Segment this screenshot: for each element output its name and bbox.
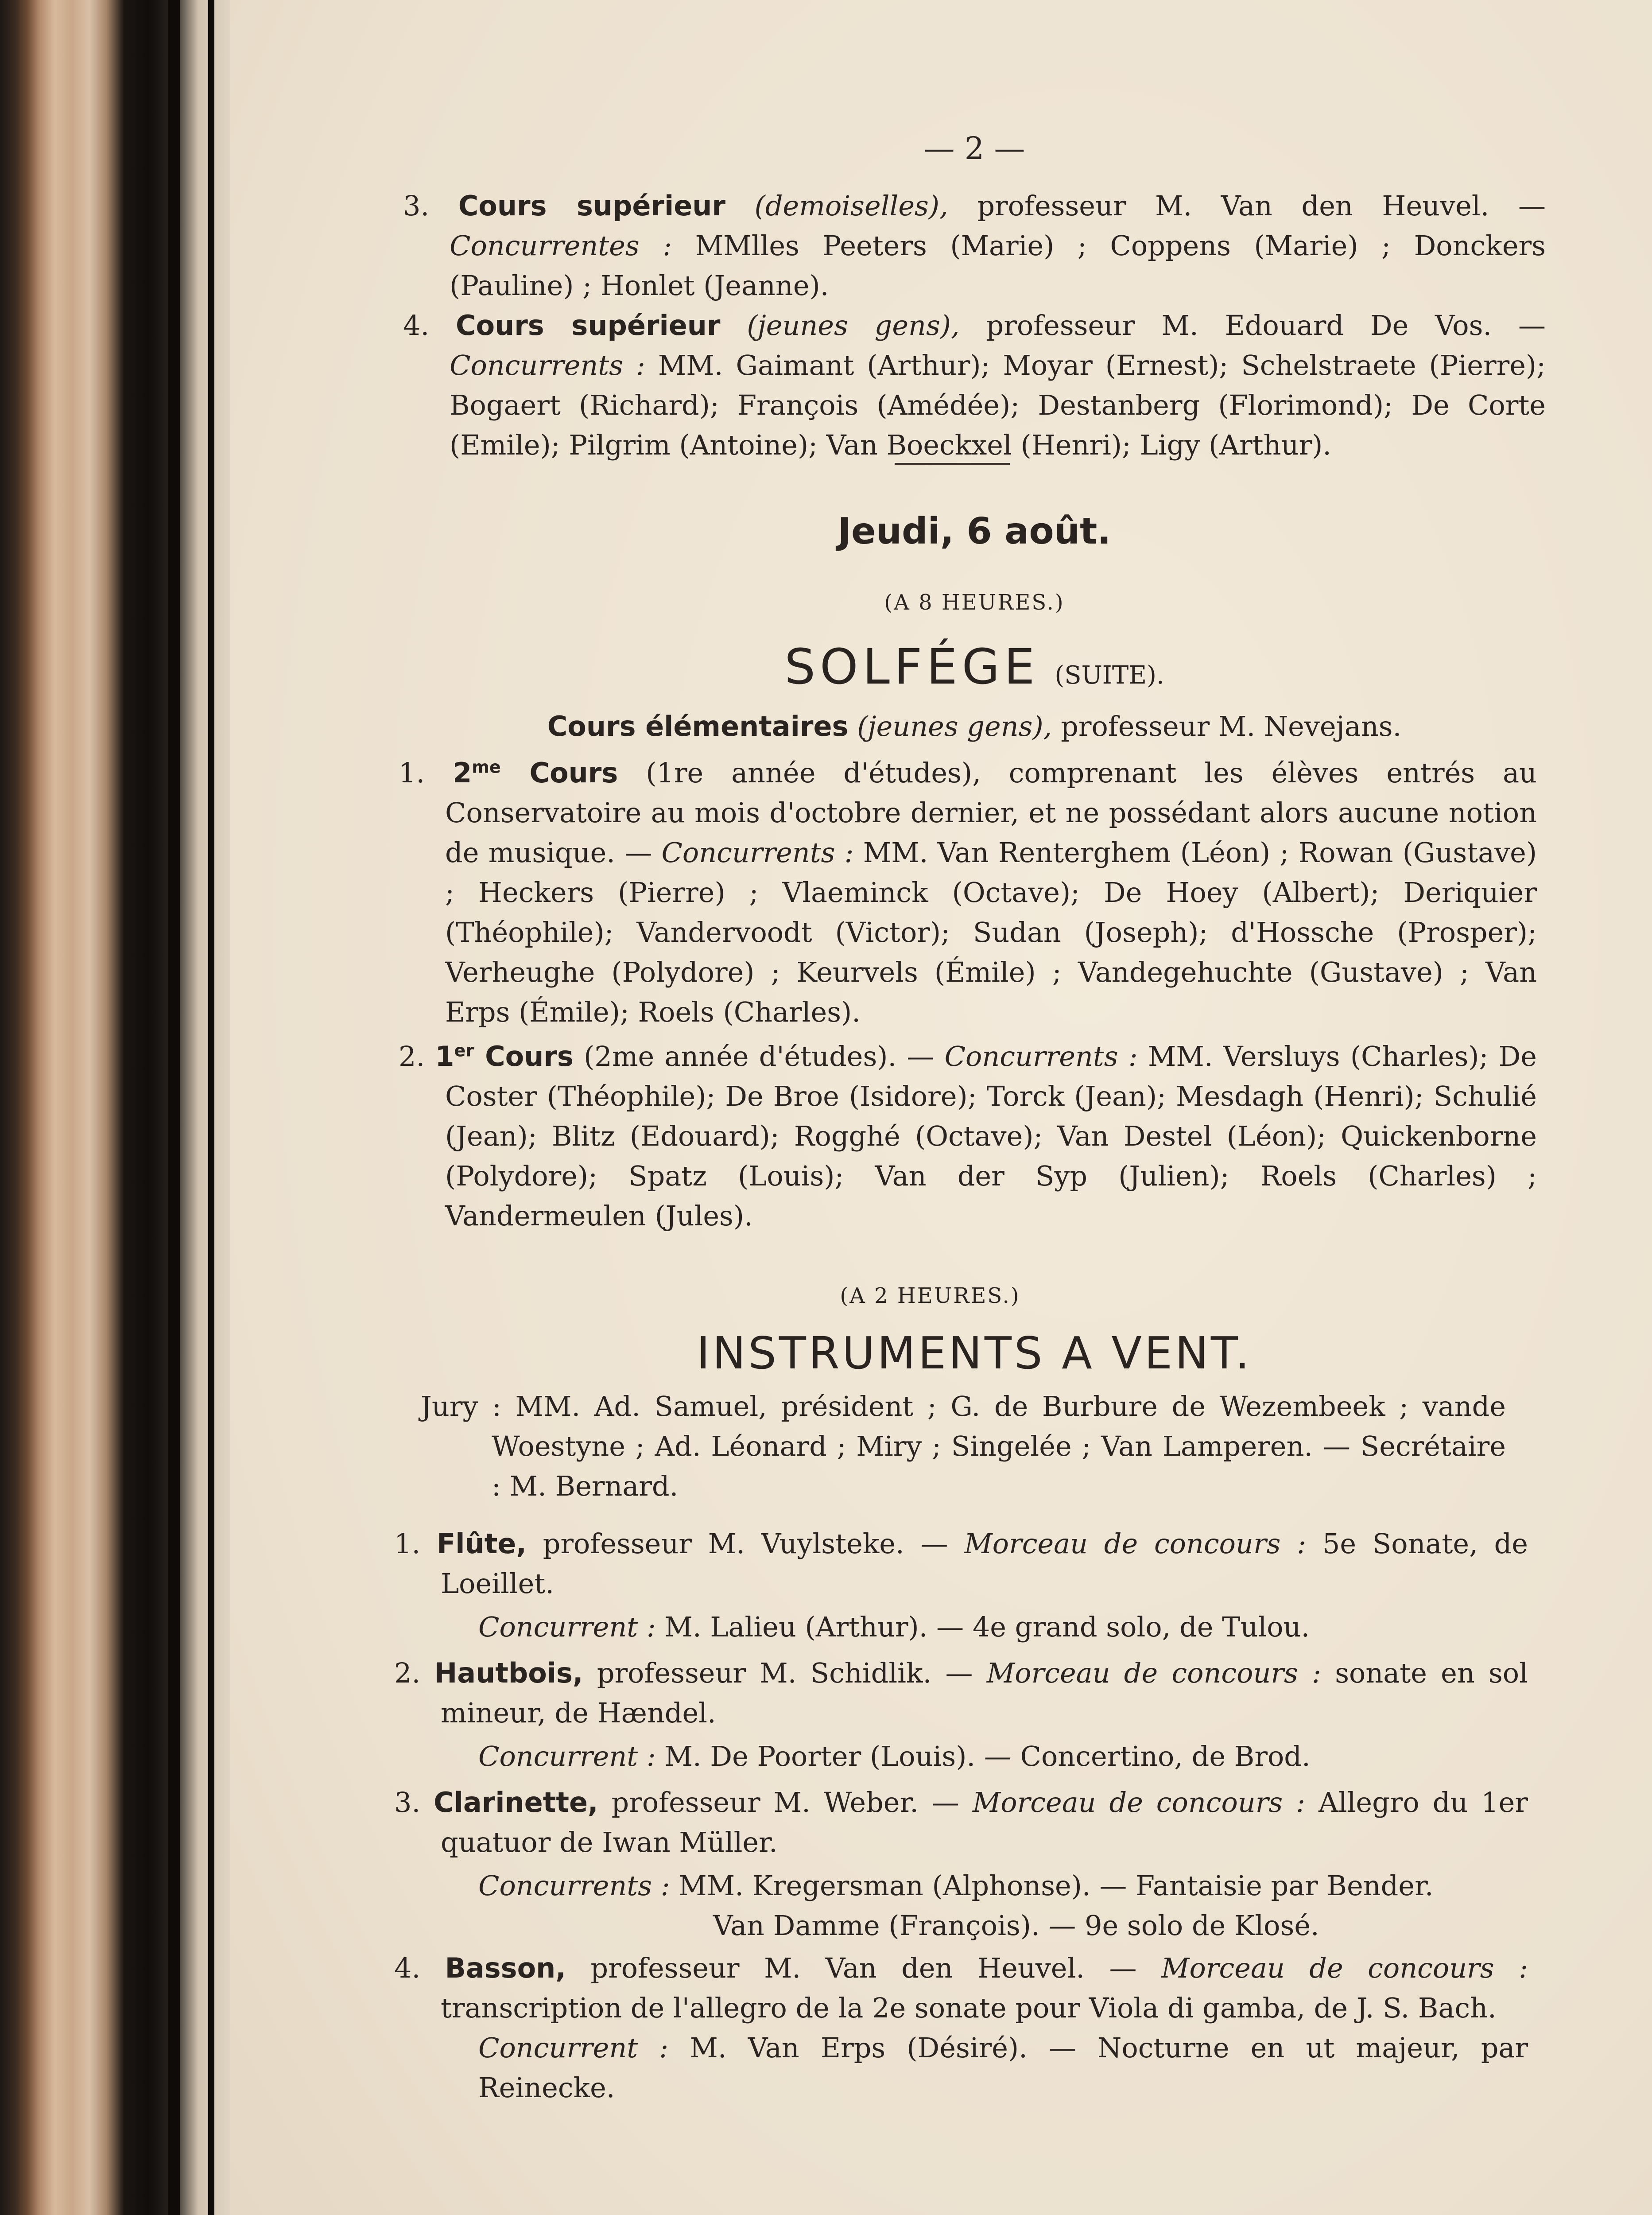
item-paren: (demoiselles), xyxy=(754,190,948,222)
page-number: — 2 — xyxy=(923,130,1025,167)
date-heading: Jeudi, 6 août. xyxy=(838,510,1111,552)
competitor-line xyxy=(394,1866,1528,1906)
list-item xyxy=(394,1948,1528,2028)
item-label: Morceau de concours : xyxy=(964,1527,1307,1560)
item-number: 3. xyxy=(403,190,430,222)
item-names: MM. Gaimant (Arthur); Moyar (Ernest); Schelstraete (Pierre); Bogaert (Richard); François (Amédée); Destanberg (Florimond); De Corte (Emile); Pilgrim (Antoine); Van Boeckxel (Henri); Ligy (Arthur). xyxy=(450,349,1546,461)
item-label: Concurrentes : xyxy=(450,229,672,262)
section-title: SOLFÉGE xyxy=(784,638,1039,695)
item-ordinal: 1 xyxy=(435,1040,454,1073)
item-piece: sonate en sol mineur, de Hændel. xyxy=(441,1657,1528,1729)
item-piece: 5e Sonate, de Loeillet. xyxy=(441,1527,1528,1600)
divider xyxy=(895,463,1010,465)
list-item xyxy=(394,1524,1528,1604)
section-suffix: (SUITE). xyxy=(1055,661,1164,690)
item-title: Basson, xyxy=(445,1952,566,1984)
competitor-entry: M. Van Erps (Désiré). — Nocturne en ut majeur, par Reinecke. xyxy=(478,2032,1528,2104)
list-item xyxy=(399,753,1537,1032)
item-title: Cours supérieur xyxy=(458,190,726,222)
section-title xyxy=(487,1325,1462,1382)
competitor-line xyxy=(394,1906,1528,1946)
time-label: (A 8 HEURES.) xyxy=(884,590,1065,615)
item-label: Concurrents : xyxy=(661,836,854,869)
competitor-line xyxy=(394,2028,1528,2108)
list-item xyxy=(399,1037,1537,1236)
binding-shadow xyxy=(168,0,180,2215)
wind-items xyxy=(394,1524,1528,2108)
item-piece: Allegro du 1er quatuor de Iwan Müller. xyxy=(441,1786,1528,1858)
item-label: Morceau de concours : xyxy=(1161,1952,1528,1984)
competitor-label: Concurrent : xyxy=(478,1740,656,1772)
solfege-items xyxy=(399,753,1537,1236)
section-title-text: INSTRUMENTS A VENT. xyxy=(697,1327,1252,1379)
subheading-text: professeur M. Nevejans. xyxy=(1061,710,1402,742)
competitor-line xyxy=(394,1607,1528,1647)
item-piece: transcription de l'allegro de la 2e sonate pour Viola di gamba, de J. S. Bach. xyxy=(441,1992,1497,2024)
competitor-label: Concurrent : xyxy=(478,1611,656,1643)
item-label: Concurrents : xyxy=(944,1040,1138,1073)
item-title: Cours xyxy=(529,757,618,789)
item-label: Concurrents : xyxy=(450,349,645,381)
item-ordinal-suffix: me xyxy=(472,757,501,777)
jury-text: Jury : MM. Ad. Samuel, président ; G. de Burbure de Wezembeek ; vande Woestyne ; Ad. Léonard ; Miry ; Singelée ; Van Lamperen. — Secrétaire : M. Bernard. xyxy=(421,1390,1506,1502)
item-title: Clarinette, xyxy=(434,1786,598,1819)
item-title: Flûte, xyxy=(436,1527,527,1560)
item-text: professeur M. Van den Heuvel. — xyxy=(590,1952,1137,1984)
competitor-entry: MM. Kregersman (Alphonse). — Fantaisie par Bender. xyxy=(679,1869,1434,1902)
item-names: MMlles Peeters (Marie) ; Coppens (Marie) ; Donckers (Pauline) ; Honlet (Jeanne). xyxy=(450,229,1546,302)
list-item xyxy=(394,1783,1528,1862)
item-text: professeur M. Schidlik. — xyxy=(597,1657,973,1689)
item-label: Morceau de concours : xyxy=(986,1657,1321,1689)
item-intro: (2me année d'études). — xyxy=(584,1040,935,1073)
item-number: 3. xyxy=(394,1786,421,1819)
competitor-entry: M. De Poorter (Louis). — Concertino, de Brod. xyxy=(664,1740,1311,1772)
item-number: 4. xyxy=(394,1952,421,1984)
list-item xyxy=(394,1653,1528,1733)
time-label: (A 2 HEURES.) xyxy=(840,1283,1020,1308)
competitor-label: Concurrents : xyxy=(478,1869,670,1902)
competitor-entry: Van Damme (François). — 9e solo de Klosé. xyxy=(713,1909,1319,1942)
item-text: professeur M. Van den Heuvel. — xyxy=(977,190,1546,222)
competitor-line xyxy=(394,1737,1528,1776)
subheading-paren: (jeunes gens), xyxy=(857,710,1052,742)
item-title: Hautbois, xyxy=(434,1657,583,1689)
item-number: 1. xyxy=(399,757,425,789)
item-number: 2. xyxy=(399,1040,425,1073)
item-names: MM. Versluys (Charles); De Coster (Théophile); De Broe (Isidore); Torck (Jean); Mesdagh (Henri); Schulié (Jean); Blitz (Edouard); Rogghé (Octave); Van Destel (Léon); Quickenborne (Polydore); Spatz (Louis); Van der Syp (Julien); Roels (Charles) ; Vandermeulen (Jules). xyxy=(445,1040,1537,1232)
item-text: professeur M. Vuylsteke. — xyxy=(543,1527,948,1560)
item-number: 2. xyxy=(394,1657,421,1689)
list-item xyxy=(403,186,1546,306)
item-ordinal: 2 xyxy=(453,757,472,789)
item-ordinal-suffix: er xyxy=(454,1041,474,1061)
item-names: MM. Van Renterghem (Léon) ; Rowan (Gustave) ; Heckers (Pierre) ; Vlaeminck (Octave); De Hoey (Albert); Deriquier (Théophile); Vandervoodt (Victor); Sudan (Joseph); d'Hossche (Prosper); Verheughe (Polydore) ; Keurvels (Émile) ; Vandegehuchte (Gustave) ; Van Erps (Émile); Roels (Charles). xyxy=(445,836,1537,1028)
item-paren: (jeunes gens), xyxy=(747,309,960,342)
item-title: Cours xyxy=(485,1040,574,1073)
competitor-entry: M. Lalieu (Arthur). — 4e grand solo, de Tulou. xyxy=(664,1611,1310,1643)
item-number: 4. xyxy=(403,309,430,342)
item-title: Cours supérieur xyxy=(456,309,721,342)
item-number: 1. xyxy=(394,1527,421,1560)
item-label: Morceau de concours : xyxy=(972,1786,1306,1819)
competitor-label: Concurrent : xyxy=(478,2032,669,2064)
binding-shadow xyxy=(208,0,214,2215)
book-binding xyxy=(0,0,248,2215)
items-top xyxy=(403,186,1546,465)
item-intro: (1re année d'études), comprenant les élèves entrés au Conservatoire au mois d'octobre dernier, et ne possédant alors aucune notion de musique. — xyxy=(445,757,1537,869)
item-text: professeur M. Weber. — xyxy=(611,1786,959,1819)
subheading xyxy=(487,707,1462,746)
section-heading xyxy=(576,638,1373,704)
subheading-title: Cours élémentaires xyxy=(547,710,849,742)
item-text: professeur M. Edouard De Vos. — xyxy=(986,309,1546,342)
list-item xyxy=(403,306,1546,465)
